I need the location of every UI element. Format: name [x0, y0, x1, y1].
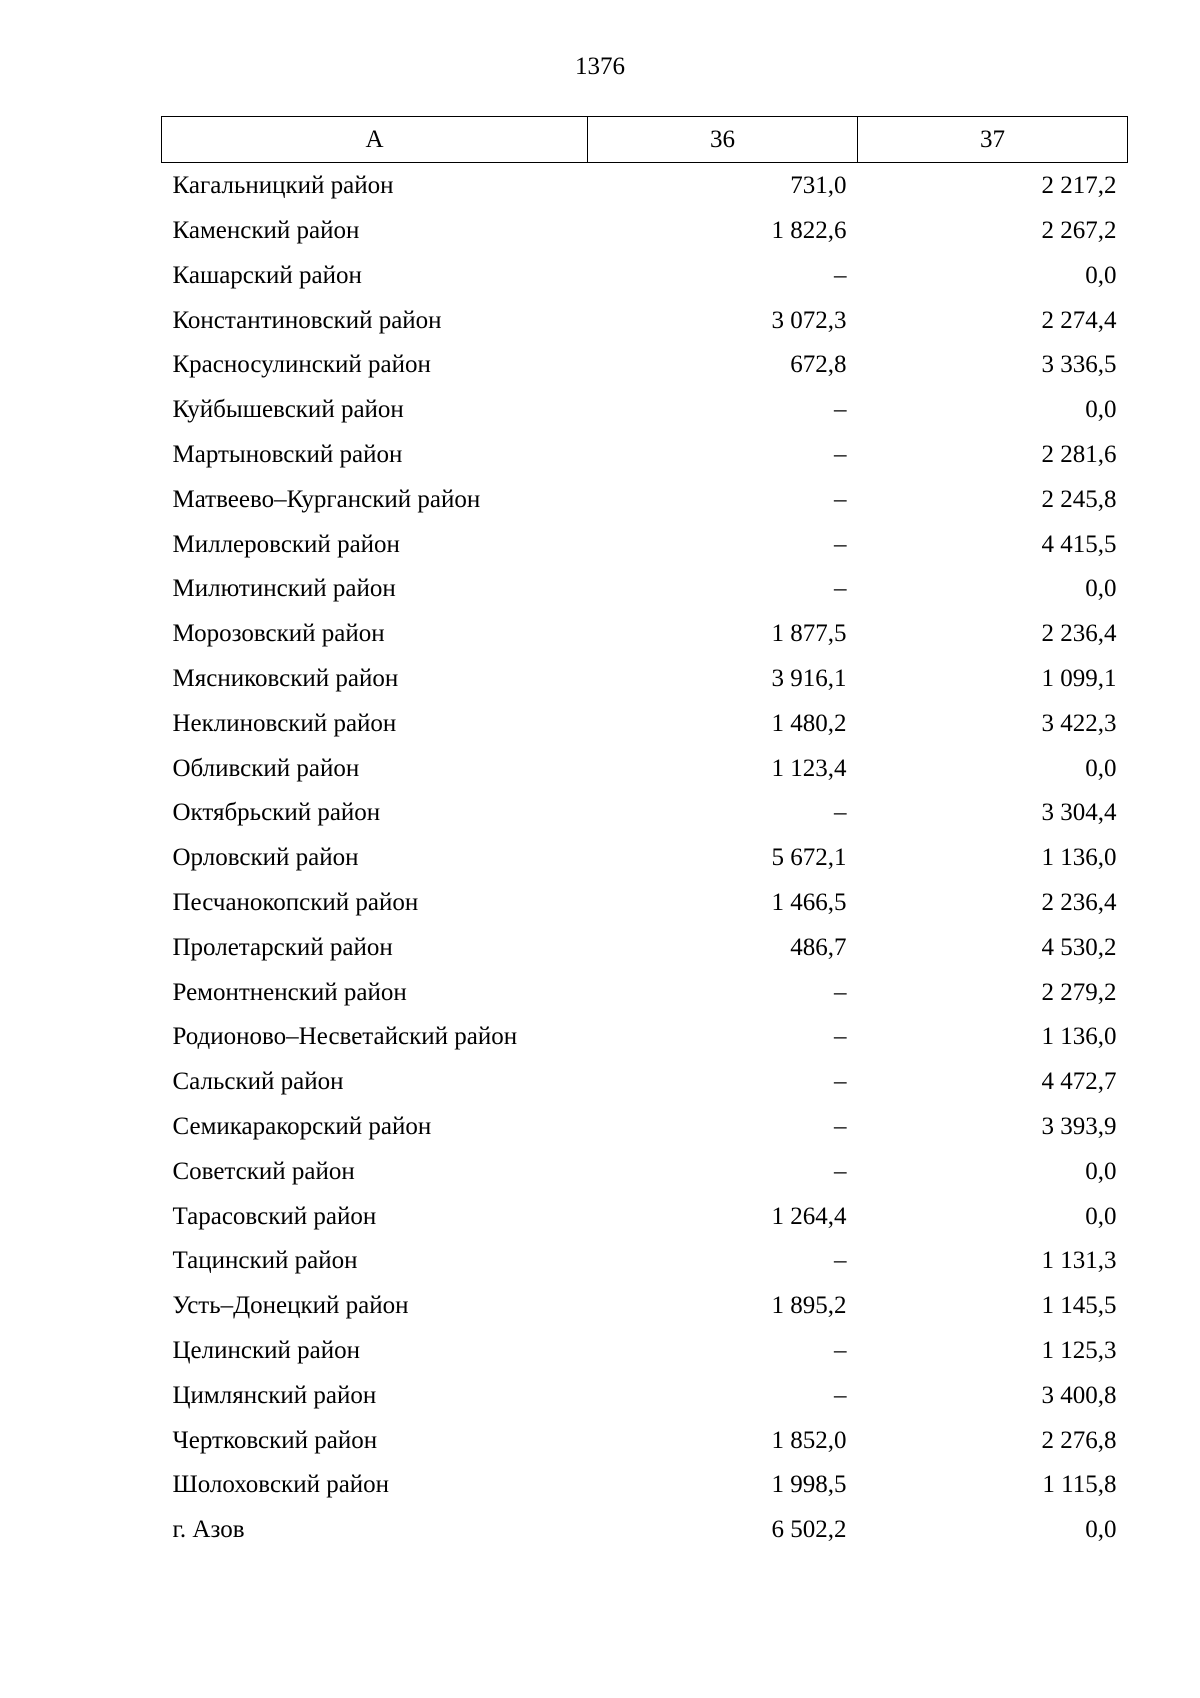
value-cell-37: 4 530,2 — [1041, 933, 1117, 961]
value-cell-37: 2 276,8 — [1041, 1426, 1117, 1454]
table-row — [162, 836, 1128, 881]
table-row — [162, 1239, 1128, 1284]
district-name-cell: Каменский район — [172, 217, 360, 244]
value-cell-36: – — [834, 530, 847, 558]
district-name-cell: Сальский район — [172, 1068, 344, 1096]
table-row — [162, 209, 1128, 254]
table-row — [162, 163, 1128, 210]
district-name-cell: Кагальницкий район — [172, 171, 394, 199]
table-row — [162, 1150, 1128, 1195]
value-cell-37: 2 236,4 — [1041, 888, 1117, 916]
district-name-cell: Милютинский район — [172, 575, 396, 603]
district-name-cell: Семикаракорский район — [172, 1112, 432, 1140]
value-cell-37: 2 245,8 — [1041, 485, 1117, 513]
value-cell-37: 3 304,4 — [1041, 799, 1117, 827]
value-cell-37: 1 131,3 — [1041, 1247, 1117, 1275]
value-cell-36: 1 895,2 — [771, 1292, 847, 1320]
value-cell-36: – — [834, 978, 847, 1006]
header-column-a: А — [162, 117, 588, 163]
table-row — [162, 1015, 1128, 1060]
value-cell-36: – — [834, 1068, 847, 1096]
district-name-cell: Целинский район — [172, 1336, 360, 1364]
table-row — [162, 1105, 1128, 1150]
value-cell-36: 731,0 — [790, 171, 847, 199]
value-cell-37: 3 422,3 — [1041, 709, 1117, 737]
header-column-36: 36 — [588, 117, 858, 163]
district-name-cell: Советский район — [172, 1157, 355, 1185]
district-name-cell: Тацинский район — [172, 1247, 358, 1275]
value-cell-37: 2 279,2 — [1041, 978, 1117, 1006]
header-row — [162, 117, 1128, 163]
table-row — [162, 1284, 1128, 1329]
value-cell-37: 1 145,5 — [1041, 1292, 1117, 1320]
district-name-cell: Куйбышевский район — [172, 396, 404, 424]
value-cell-36: 1 822,6 — [771, 217, 847, 244]
table-row — [162, 523, 1128, 568]
district-name-cell: Шолоховский район — [172, 1471, 390, 1499]
table-row — [162, 1463, 1128, 1508]
table-row — [162, 791, 1128, 836]
value-cell-37: 0,0 — [1085, 575, 1117, 603]
value-cell-36: – — [834, 1381, 847, 1409]
table-row — [162, 433, 1128, 478]
value-cell-36: – — [834, 799, 847, 827]
value-cell-37: 3 393,9 — [1041, 1112, 1117, 1140]
table-row — [162, 388, 1128, 433]
value-cell-36: 3 916,1 — [771, 664, 847, 692]
value-cell-36: 486,7 — [790, 933, 847, 961]
table-row — [162, 1374, 1128, 1419]
value-cell-36: – — [834, 1157, 847, 1185]
district-name-cell: Мартыновский район — [172, 440, 403, 468]
value-cell-36: 1 264,4 — [771, 1202, 847, 1230]
value-cell-37: 1 136,0 — [1041, 844, 1117, 872]
value-cell-37: 1 125,3 — [1041, 1336, 1117, 1364]
header-column-37: 37 — [858, 117, 1128, 163]
value-cell-37: 0,0 — [1085, 1157, 1117, 1185]
table-row — [162, 1195, 1128, 1240]
value-cell-36: – — [834, 396, 847, 424]
value-cell-37: 2 236,4 — [1041, 620, 1117, 648]
table-body — [162, 163, 1128, 1553]
value-cell-36: – — [834, 485, 847, 513]
value-cell-37: 4 415,5 — [1041, 530, 1117, 558]
table-header — [162, 117, 1128, 163]
value-cell-36: – — [834, 1112, 847, 1140]
table-row — [162, 657, 1128, 702]
table-row — [162, 254, 1128, 299]
value-cell-36: – — [834, 1023, 847, 1051]
value-cell-37: 2 281,6 — [1041, 440, 1117, 468]
value-cell-36: – — [834, 440, 847, 468]
district-name-cell: Морозовский район — [172, 620, 385, 648]
value-cell-37: 0,0 — [1085, 1202, 1117, 1230]
value-cell-36: 672,8 — [790, 351, 847, 379]
district-name-cell: Мясниковский район — [172, 664, 399, 692]
value-cell-36: – — [834, 261, 847, 289]
table-row — [162, 612, 1128, 657]
value-cell-36: 1 123,4 — [771, 754, 847, 782]
value-cell-37: 1 099,1 — [1041, 664, 1117, 692]
table-row — [162, 567, 1128, 612]
table-row — [162, 1508, 1128, 1553]
value-cell-37: 0,0 — [1085, 396, 1117, 424]
value-cell-36: 3 072,3 — [771, 306, 847, 334]
page-number: 1376 — [575, 53, 625, 80]
table-row — [162, 747, 1128, 792]
table-row — [162, 926, 1128, 971]
district-name-cell: Пролетарский район — [172, 933, 393, 961]
value-cell-37: 1 115,8 — [1042, 1471, 1117, 1499]
district-name-cell: Песчанокопский район — [172, 888, 419, 916]
district-name-cell: Красносулинский район — [172, 351, 431, 379]
district-name-cell: Миллеровский район — [172, 530, 400, 558]
value-cell-37: 4 472,7 — [1041, 1068, 1117, 1096]
district-name-cell: Обливский район — [172, 754, 360, 782]
value-cell-36: 1 998,5 — [771, 1471, 847, 1499]
value-cell-37: 0,0 — [1085, 754, 1117, 782]
table-row — [162, 702, 1128, 747]
value-cell-37: 0,0 — [1085, 261, 1117, 289]
district-name-cell: Орловский район — [172, 844, 359, 872]
value-cell-36: 5 672,1 — [771, 844, 847, 872]
district-name-cell: Родионово–Несветайский район — [172, 1023, 518, 1051]
table-row — [162, 971, 1128, 1016]
table-row — [162, 1419, 1128, 1464]
district-name-cell: Тарасовский район — [172, 1202, 377, 1230]
district-name-cell: Неклиновский район — [172, 709, 397, 737]
district-name-cell: Усть–Донецкий район — [172, 1292, 409, 1320]
district-name-cell: Константиновский район — [172, 306, 442, 334]
table-row — [162, 343, 1128, 388]
table-row — [162, 478, 1128, 523]
value-cell-37: 2 217,2 — [1041, 171, 1117, 199]
district-name-cell: Ремонтненский район — [172, 978, 407, 1006]
value-cell-36: 6 502,2 — [771, 1516, 847, 1544]
value-cell-37: 0,0 — [1085, 1516, 1117, 1544]
value-cell-36: – — [834, 1247, 847, 1275]
value-cell-37: 3 336,5 — [1041, 351, 1117, 379]
value-cell-37: 3 400,8 — [1041, 1381, 1117, 1409]
value-cell-36: 1 480,2 — [771, 709, 847, 737]
table-row — [162, 881, 1128, 926]
value-cell-36: – — [834, 1336, 847, 1364]
district-name-cell: Матвеево–Курганский район — [172, 485, 481, 513]
district-name-cell: Цимлянский район — [172, 1381, 377, 1409]
district-name-cell: Октябрьский район — [172, 799, 381, 827]
table-row — [162, 1060, 1128, 1105]
value-cell-37: 2 267,2 — [1041, 217, 1117, 244]
value-cell-36: 1 466,5 — [771, 888, 847, 916]
district-name-cell: г. Азов — [172, 1516, 245, 1544]
value-cell-36: 1 877,5 — [771, 620, 847, 648]
value-cell-36: 1 852,0 — [771, 1426, 847, 1454]
table-row — [162, 299, 1128, 344]
district-name-cell: Чертковский район — [172, 1426, 378, 1454]
budget-table — [161, 116, 1128, 1553]
value-cell-37: 1 136,0 — [1041, 1023, 1117, 1051]
district-name-cell: Кашарский район — [172, 261, 362, 289]
table-row — [162, 1329, 1128, 1374]
value-cell-36: – — [834, 575, 847, 603]
value-cell-37: 2 274,4 — [1041, 306, 1117, 334]
